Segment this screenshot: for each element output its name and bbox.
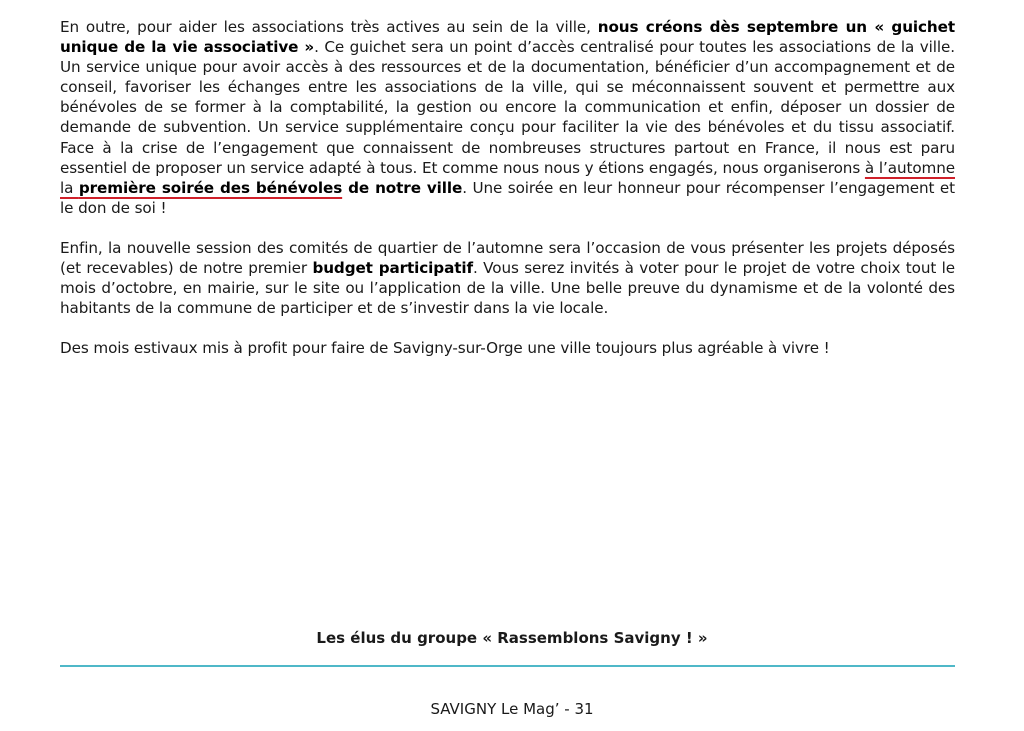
text-run: Enfin, la nouvelle session des comités de quartier de l’automne sera l’occasion de vous présenter les projets déposés (et recevables) de notre premier [60,238,955,278]
text-run: . Une soirée en leur honneur pour récompenser l’engagement et le don de soi ! [60,178,956,217]
text-run: . Ce guichet sera un point d’accès centralisé pour toutes les associations de la ville. Un service unique pour avoir accès à des ressources et de la documentation, bénéficier d’un accompagnement et de conseil, favoriser les échanges entre les associations de la ville, qui se méconnaissent souvent et permettre aux bénévoles de se former à la comptabilité, la gestion ou encore la communication et enfin, déposer un dossier de demande de subvention. Un service supplémentaire conçu pour faciliter la vie des bénévoles et du tissu associatif. Face à la crise de l’engagement que connaissent de nombreuses structures partout en France, il nous est paru essentiel de proposer un service adapté à tous. Et comme nous nous y étions engagés, nous organiserons [60,38,955,177]
paragraph-guichet [60,17,955,218]
article-body [60,17,955,378]
bold-text-soiree: première soirée des bénévoles [78,178,343,197]
bold-text-ville: de notre ville [342,178,463,197]
text-run: Des mois estivaux mis à profit pour faire de Savigny-sur-Orge une ville toujours plus agréable à vivre ! [60,339,830,358]
page-footer: SAVIGNY Le Mag’ - 31 [430,700,594,718]
text-run: à l’automne la [60,158,955,197]
text-run: . Vous serez invités à voter pour le projet de votre choix tout le mois d’octobre, en mairie, sur le site ou l’application de la ville. Une belle preuve du dynamisme et de la volonté des habitants de la commune de participer et de s’investir dans la vie locale. [60,259,955,318]
paragraph-conclusion [60,338,955,358]
text-run: En outre, pour aider les associations très actives au sein de la ville, [60,18,598,36]
bold-text-guichet: nous créons dès septembre un « guichet unique de la vie associative » [60,18,955,57]
bold-text-budget: budget participatif [312,259,473,278]
divider [60,665,955,667]
paragraph-budget [60,238,955,318]
signature: Les élus du groupe « Rassemblons Savigny ! » [316,629,708,647]
